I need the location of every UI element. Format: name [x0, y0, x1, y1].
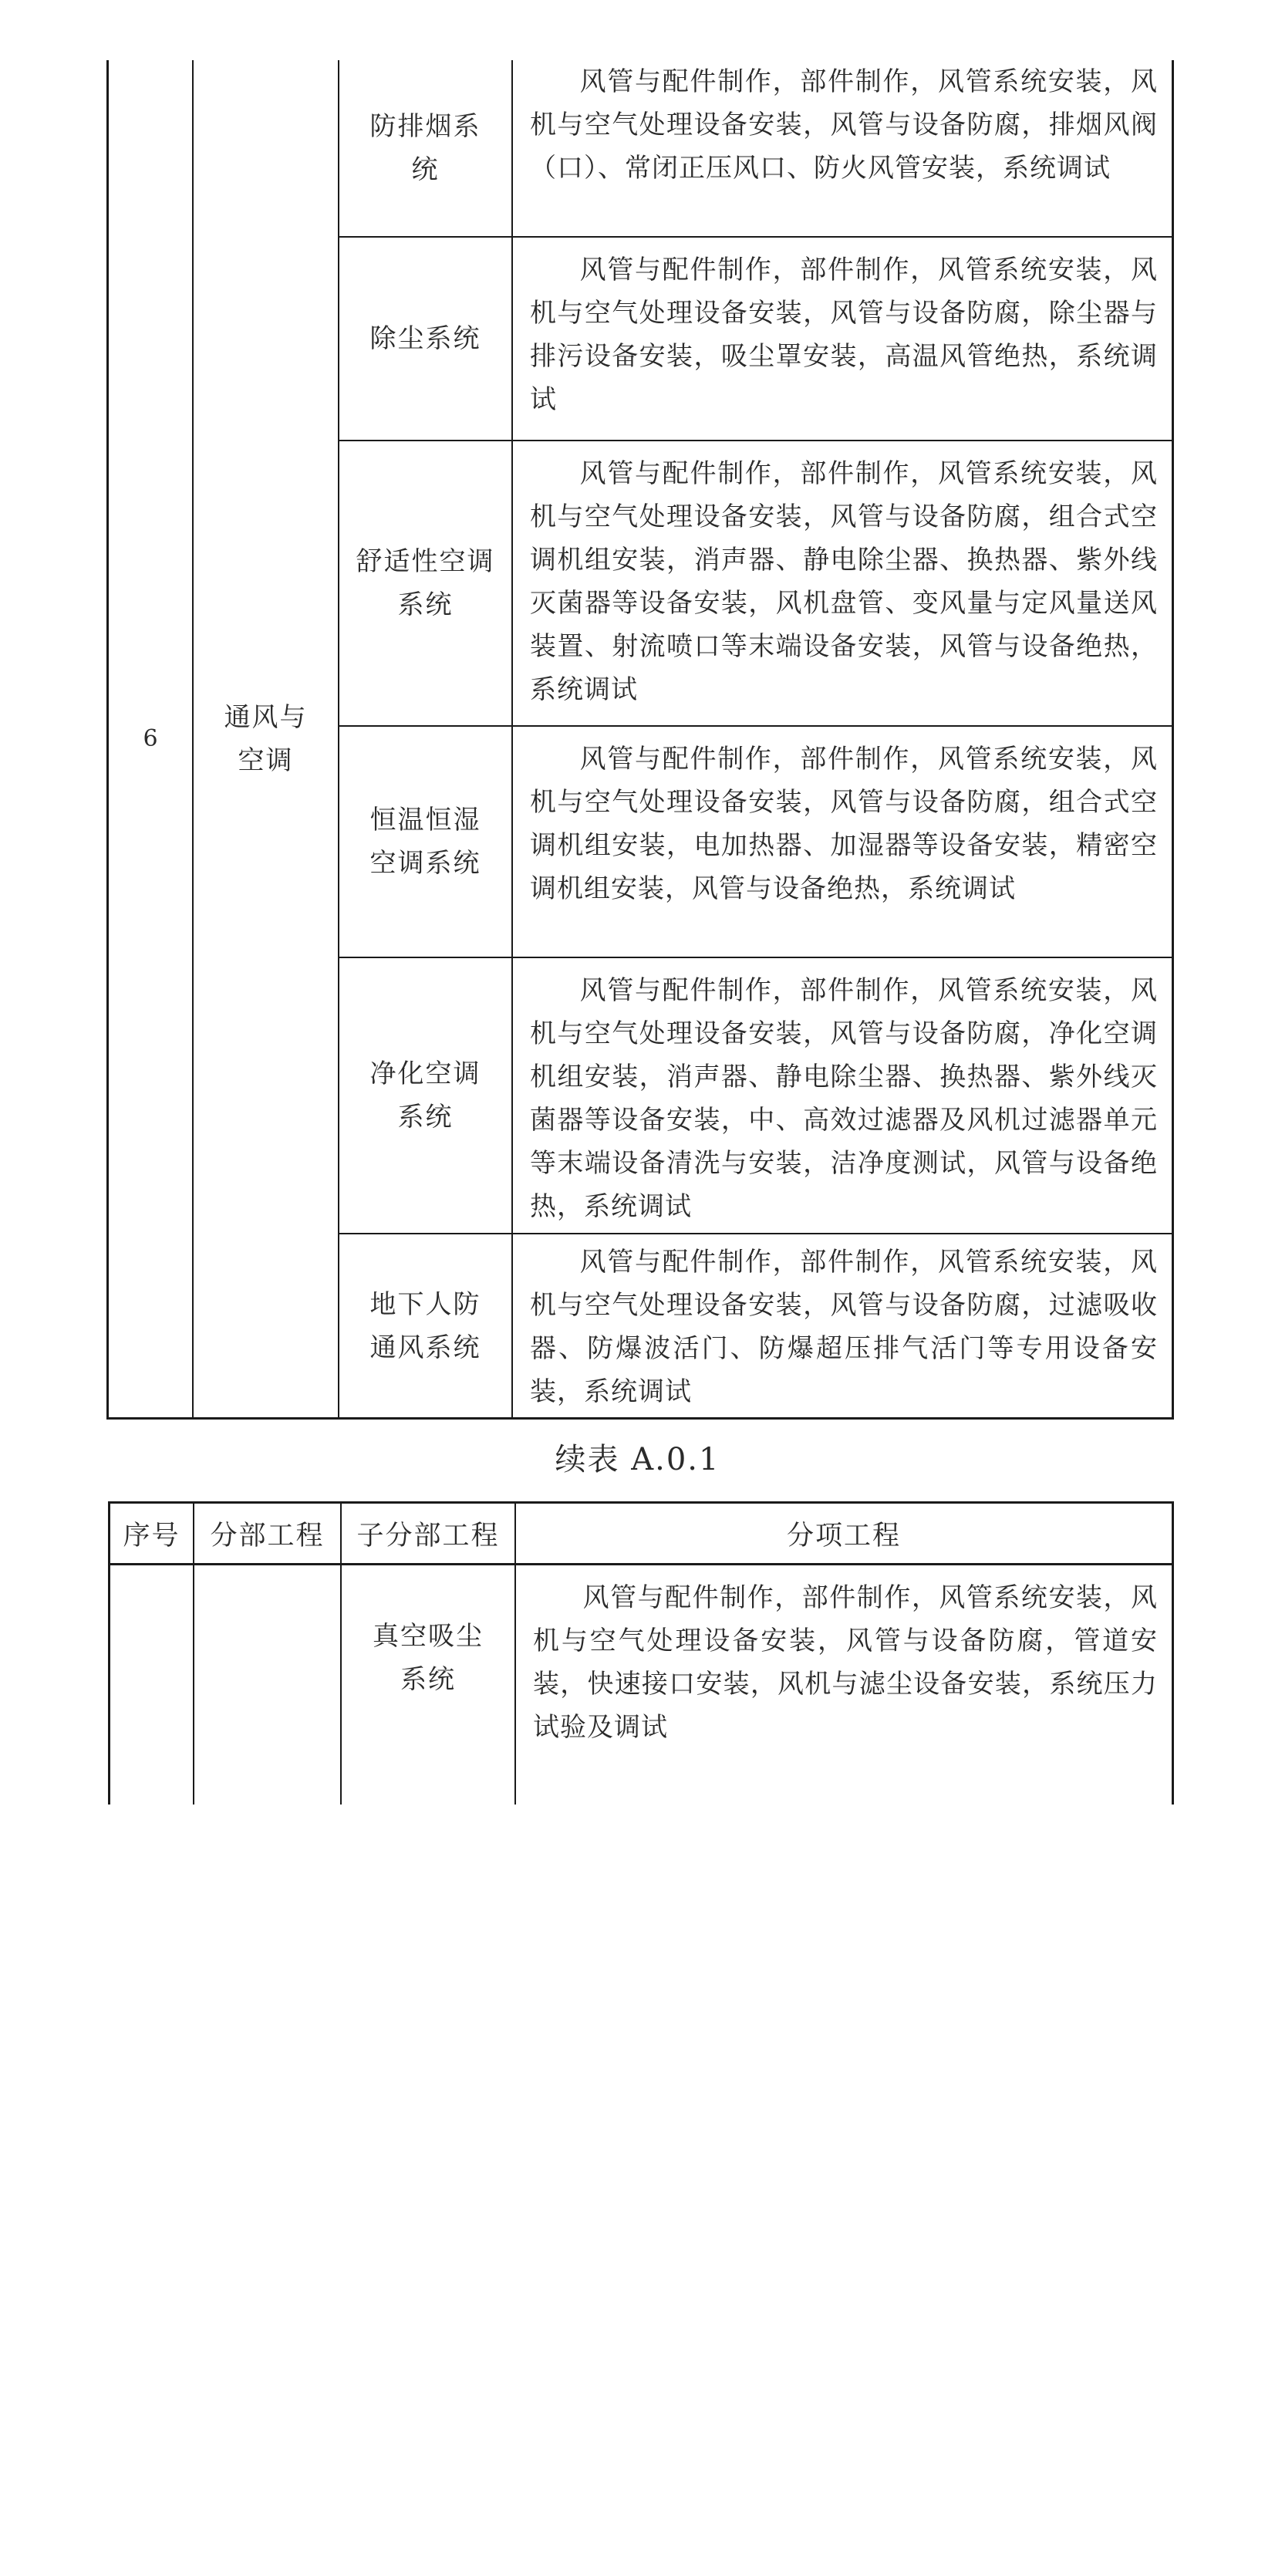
header-division: 分部工程	[210, 1520, 325, 1551]
header-items: 分项工程	[786, 1520, 901, 1551]
item-description: 风管与配件制作，部件制作，风管系统安装，风机与空气处理设备安装，风管与设备防腐，除尘器与排污设备安装，吸尘罩安装，高温风管绝热，系统调试	[530, 255, 1158, 415]
table-part-1	[106, 60, 1174, 1420]
header-subdivision: 子分部工程	[356, 1520, 500, 1551]
subdivision-name: 恒温恒湿空调系统	[369, 805, 481, 879]
subdivision-name: 真空吸尘系统	[373, 1621, 484, 1695]
subdivision-name: 除尘系统	[369, 323, 481, 354]
item-description: 风管与配件制作，部件制作，风管系统安装，风机与空气处理设备安装，风管与设备防腐，管道安装，快速接口安装，风机与滤尘设备安装，系统压力试验及调试	[533, 1582, 1158, 1743]
item-description: 风管与配件制作，部件制作，风管系统安装，风机与空气处理设备安装，风管与设备防腐，排烟风阀（口）、常闭正压风口、防火风管安装，系统调试	[530, 66, 1158, 184]
table-part-2	[108, 1501, 1174, 2576]
subdivision-name: 舒适性空调系统	[356, 546, 495, 620]
subdivision-name: 净化空调系统	[369, 1058, 481, 1133]
subdivision-name: 防排烟系统	[369, 111, 481, 185]
item-description: 风管与配件制作，部件制作，风管系统安装，风机与空气处理设备安装，风管与设备防腐，过滤吸收器、防爆波活门、防爆超压排气活门等专用设备安装，系统调试	[530, 1247, 1158, 1407]
item-description: 风管与配件制作，部件制作，风管系统安装，风机与空气处理设备安装，风管与设备防腐，组合式空调机组安装，消声器、静电除尘器、换热器、紫外线灭菌器等设备安装，风机盘管、变风量与定风量送风装置、射流喷口等末端设备安装，风管与设备绝热，系统调试	[530, 458, 1158, 705]
table-bottom-border	[106, 1417, 1174, 1420]
item-description: 风管与配件制作，部件制作，风管系统安装，风机与空气处理设备安装，风管与设备防腐，净化空调机组安装，消声器、静电除尘器、换热器、紫外线灭菌器等设备安装，中、高效过滤器及风机过滤器单元等末端设备清洗与安装，洁净度测试，风管与设备绝热，系统调试	[530, 975, 1158, 1222]
table-right-border	[1172, 60, 1174, 1420]
item-description: 风管与配件制作，部件制作，风管系统安装，风机与空气处理设备安装，风管与设备防腐，组合式空调机组安装，电加热器、加湿器等设备安装，精密空调机组安装，风管与设备绝热，系统调试	[530, 744, 1158, 904]
table-caption: 续表 A.0.1	[555, 1442, 720, 1477]
row-index: 6	[143, 725, 158, 752]
table-right-border	[1172, 1501, 1174, 1805]
subdivision-name: 地下人防通风系统	[369, 1288, 481, 1363]
division-name: 通风与 空调	[224, 701, 308, 776]
header-index: 序号	[123, 1520, 180, 1551]
